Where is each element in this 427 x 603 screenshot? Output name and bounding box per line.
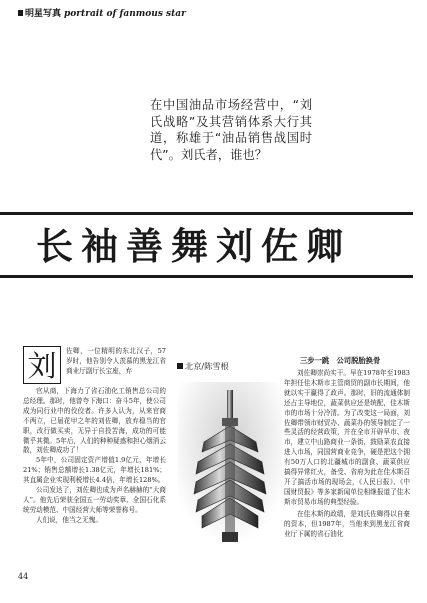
column-3 xyxy=(284,369,410,539)
paragraph: 5年中，公司固定资产增值1.9亿元，年增长21%；销售总额增长1.38亿元，年增长181%；其直属企业实现利税增长4.4倍，年增长128%。 xyxy=(23,456,166,485)
column-3-heading: 三步一跳 公司脱胎换骨 xyxy=(300,356,381,365)
byline-text: 北京/陈雪根 xyxy=(185,361,229,371)
intro-blurb: 在中国油品市场经营中，“刘氏战略”及其营销体系大行其道，称雄于“油品销售战国时代”。刘氏者，谁也？ xyxy=(150,98,312,162)
title-rule-bottom xyxy=(0,275,413,278)
column-1-lead: 佐卿，一位精明的东北汉子，57岁时，他告别令人羡慕的黑龙江省商业厅副厅长宝座，弃 xyxy=(66,347,166,375)
paragraph: 刘佐卿崇尚实干。早在1978年至1983年担任佳木斯市主管商贸的副市长期间，他就以实干赢得了政声。那时，旧的流通体制还占主导地位，蔬菜供应还是统配，佳木斯市的市场十分冷清。为了改变这一局面，刘佐卿带领市财贸办、蔬菜办的领导制定了一些灵活的经营政策，并在全市开辟早市、夜市，建立中山路商业一条街，鼓励菜农直接进入市场，同国营商业竞争，硬是把这个拥有50万人口的北疆城市的副食、蔬菜供应搞得异常红火，备受、省府为此在佳木斯召开了搞活市场的现场会，《人民日报》、《中国财贸报》等多家新闻单位相继报道了佳木斯市贸易市场的典型经验。 xyxy=(284,369,410,506)
column-1 xyxy=(23,387,166,526)
paragraph: 人们说，他当之无愧。 xyxy=(36,515,102,524)
section-tag xyxy=(18,6,186,19)
square-bullet-icon xyxy=(177,363,183,369)
drop-cap: 刘 xyxy=(23,346,61,384)
paragraph: 在佳木斯的政绩，是刘氏佐卿得以自豪的资本，但1987年，当他来到黑龙江省商业厅下属的省石油化 xyxy=(284,509,410,538)
title-rule-top xyxy=(0,212,413,215)
portrait-photo xyxy=(178,382,282,554)
byline xyxy=(177,361,229,372)
article-title: 长袖善舞刘佐卿 xyxy=(36,224,351,268)
section-tag-cn: 明星写真 xyxy=(25,9,62,19)
paragraph: 公司发达了，刘佐卿也成为声名赫赫的“大商人”。他先后荣获全国五一劳动奖章、全国石化系统劳动模范、中国经营大师等荣誉称号。 xyxy=(23,486,166,514)
paragraph: 官从商，下海力了省石油化工销售总公司的总经理。那时，他曾夸下海口：奋斗5年，使公司成为同行业中的佼佼者。许多人认为，从来官商不两立，已届花甲之年的刘佐卿，放弃稳当的官职，改行做买卖，无异于自投苦海，成功的可能微乎其微。5年后，人们的种种疑惑和担心烟消云散，刘佐卿成功了！ xyxy=(23,387,166,455)
page-number: 44 xyxy=(18,572,29,581)
section-tag-en: portrait of fanmous star xyxy=(64,9,186,19)
square-bullet-icon xyxy=(18,10,23,16)
